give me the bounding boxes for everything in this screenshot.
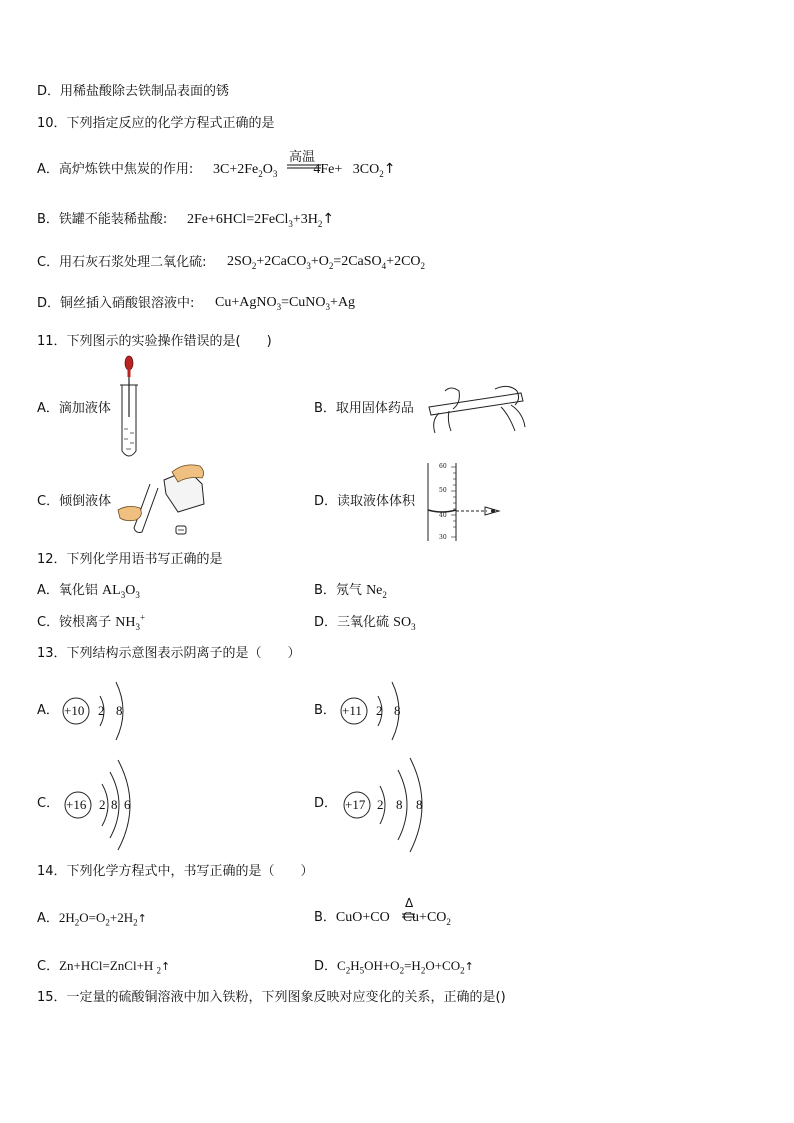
shell-electrons: 8: [116, 703, 123, 718]
shell-electrons: 2: [98, 703, 105, 718]
q12-a-formula: $AL_3O_3$: [102, 583, 140, 600]
shell-electrons: 2: [377, 797, 384, 812]
q12-c-formula: $NH_3^+$: [115, 612, 146, 632]
q13-option-d-label: D．: [314, 796, 338, 811]
q13-option-b-diagram: [338, 676, 418, 746]
q11-stem: 11．下列图示的实验操作错误的是( ): [37, 334, 272, 349]
q14-b-label: B．: [314, 910, 336, 925]
q14-a-formula: $2H_2O=O_2+2H_2↑$: [58, 910, 147, 928]
q14-stem: 14．下列化学方程式中，书写正确的是（ ）: [37, 864, 314, 879]
q12-d-formula: $SO_3$: [393, 615, 416, 632]
shell-electrons: 8: [111, 797, 118, 812]
q12-a-label: A．氧化铝: [37, 583, 103, 598]
q10-a-equals-sign: [287, 164, 327, 170]
q14-option-c: [37, 958, 170, 975]
q10-option-c: C．用石灰石浆处理二氧化硫:: [37, 255, 207, 270]
hands-holding-tube-illustration: [425, 383, 535, 435]
q13-stem: 13．下列结构示意图表示阴离子的是（ ）: [37, 646, 301, 661]
q10-option-d: D．铜丝插入硝酸银溶液中:: [37, 296, 195, 311]
q11-option-d: D．读取液体体积: [314, 494, 416, 509]
q12-b-label: B．氖气: [314, 583, 367, 598]
q14-option-d: [314, 958, 474, 975]
shell-electrons: 2: [99, 797, 106, 812]
q10-option-a: [37, 162, 193, 178]
tick-label: 60: [439, 463, 447, 470]
tick-label: 50: [439, 487, 447, 494]
tick-label: 30: [439, 534, 447, 541]
q13-option-d-diagram: [340, 758, 440, 852]
q12-option-c: [37, 612, 146, 632]
q14-option-b: [314, 910, 451, 926]
q12-option-d: [314, 615, 416, 631]
q14-b-equals-sign: [402, 913, 416, 919]
q13-option-c-diagram: [62, 760, 152, 850]
nucleus-charge: +11: [342, 703, 362, 718]
q13-option-b-label: B．: [314, 703, 336, 718]
q10-c-formula: $2SO_2+2CaCO_3+O_2=2CaSO_4+2CO_2$: [227, 254, 426, 271]
q11-option-b: B．取用固体药品: [314, 401, 414, 416]
q10-a-condition: 高温: [289, 150, 316, 165]
shell-electrons: 8: [416, 797, 423, 812]
q10-stem: 10．下列指定反应的化学方程式正确的是: [37, 116, 275, 131]
q10-b-formula: $2Fe+6HCl=2FeCl_3+3H_2↑$: [187, 211, 335, 229]
nucleus-charge: +10: [64, 703, 85, 718]
q11-option-c: C．倾倒液体: [37, 494, 112, 509]
nucleus-charge: +16: [66, 797, 87, 812]
q14-d-formula: $C_2H_5OH+O_2=H_2O+CO_2↑$: [337, 958, 474, 976]
q10-d-formula: Cu+AgNO$_3$=CuNO$_3$+Ag: [215, 295, 356, 312]
graduated-cylinder-illustration: [425, 461, 505, 545]
q12-option-b: [314, 583, 387, 599]
q12-option-a: [37, 583, 140, 599]
q11-option-a: A．滴加液体: [37, 401, 111, 416]
q15-stem: 15．一定量的硫酸铜溶液中加入铁粉，下列图象反映对应变化的关系，正确的是(): [37, 990, 506, 1005]
q12-stem: 12．下列化学用语书写正确的是: [37, 552, 223, 567]
q14-b-formula: CuO+CO $Cu+CO_2$: [335, 910, 451, 927]
q14-option-a: [37, 910, 147, 927]
shell-electrons: 8: [394, 703, 401, 718]
q10-a-formula: $3C+2Fe_2O_3$ $4Fe+ 3CO_2↑$: [213, 161, 396, 179]
q12-c-label: C．铵根离子: [37, 615, 116, 630]
shell-electrons: 6: [124, 797, 131, 812]
q14-b-condition: Δ: [405, 896, 414, 910]
q12-d-label: D．三氧化硫: [314, 615, 394, 630]
nucleus-charge: +17: [345, 797, 366, 812]
q13-option-a-diagram: [60, 676, 140, 746]
q14-a-label: A．: [37, 911, 59, 926]
shell-electrons: 2: [376, 703, 383, 718]
q10-option-b: B．铁罐不能装稀盐酸:: [37, 212, 168, 227]
tick-label: 40: [439, 512, 447, 519]
q14-c-formula: Zn+HCl=ZnCl+H $_2$↑: [59, 958, 171, 976]
shell-electrons: 8: [396, 797, 403, 812]
q9-option-d: D．用稀盐酸除去铁制品表面的锈: [37, 84, 230, 99]
q14-c-label: C．: [37, 959, 60, 974]
q10-a-label: A．高炉炼铁中焦炭的作用:: [37, 162, 194, 177]
pouring-liquid-illustration: [114, 460, 214, 540]
q14-d-label: D．: [314, 959, 338, 974]
q13-option-a-label: A．: [37, 703, 59, 718]
q12-b-formula: $Ne_2$: [366, 583, 387, 600]
dropper-test-tube-illustration: [116, 355, 146, 465]
q13-option-c-label: C．: [37, 796, 60, 811]
